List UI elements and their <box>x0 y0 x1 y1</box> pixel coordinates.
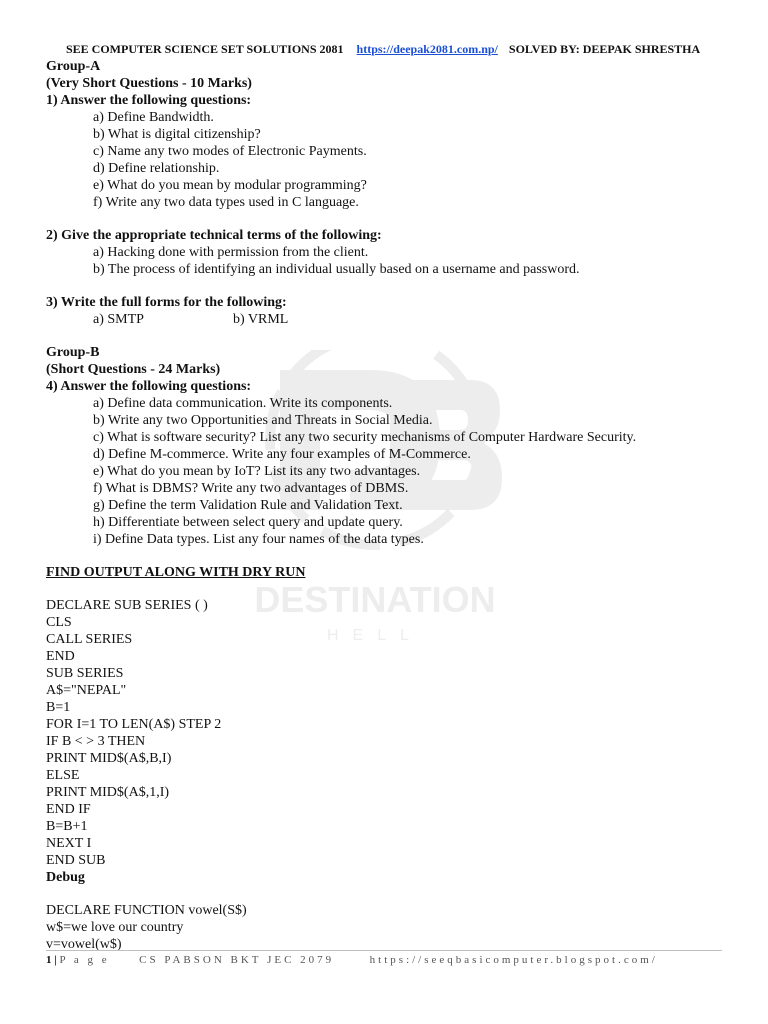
q4-heading: 4) Answer the following questions: <box>46 379 252 394</box>
code-line: IF B < > 3 THEN <box>46 734 146 749</box>
q4-item: a) Define data communication. Write its components. <box>93 396 393 411</box>
code-line: A$="NEPAL" <box>46 683 127 698</box>
code-line: FOR I=1 TO LEN(A$) STEP 2 <box>46 717 222 732</box>
group-b-subtitle: (Short Questions - 24 Marks) <box>46 362 221 377</box>
q4-item: i) Define Data types. List any four names of the data types. <box>93 532 424 547</box>
page-number: 1 <box>46 954 52 966</box>
q4-item: c) What is software security? List any two security mechanisms of Computer Hardware Security. <box>93 430 637 445</box>
page-footer: 1 | P a g e CS PABSON BKT JEC 2079 https://seeqbasicomputer.blogspot.com/ <box>46 950 722 966</box>
header-author: SOLVED BY: DEEPAK SHRESTHA <box>508 42 701 56</box>
code-line: ELSE <box>46 768 80 783</box>
q1-heading: 1) Answer the following questions: <box>46 93 252 108</box>
q4-item: d) Define M-commerce. Write any four examples of M-Commerce. <box>93 447 471 462</box>
debug-heading: Debug <box>46 870 85 885</box>
q3-item-a: a) SMTP <box>93 312 144 327</box>
q2-heading: 2) Give the appropriate technical terms of the following: <box>46 228 382 243</box>
output-section-heading: FIND OUTPUT ALONG WITH DRY RUN <box>46 565 306 580</box>
q3-heading: 3) Write the full forms for the following: <box>46 295 287 310</box>
debug-code-line: v=vowel(w$) <box>46 937 122 952</box>
q4-item: b) Write any two Opportunities and Threats in Social Media. <box>93 413 433 428</box>
group-a-title: Group-A <box>46 59 101 74</box>
header-title: SEE COMPUTER SCIENCE SET SOLUTIONS 2081 <box>66 42 344 56</box>
document-body <box>46 58 736 953</box>
code-line: CALL SERIES <box>46 632 133 647</box>
q1-item: e) What do you mean by modular programming? <box>93 178 367 193</box>
q1-item: c) Name any two modes of Electronic Payments. <box>93 144 367 159</box>
code-line: B=1 <box>46 700 71 715</box>
group-a-subtitle: (Very Short Questions - 10 Marks) <box>46 76 252 91</box>
code-line: END SUB <box>46 853 106 868</box>
page-header <box>66 42 700 57</box>
q3-items <box>46 311 736 328</box>
q1-item: b) What is digital citizenship? <box>93 127 261 142</box>
code-line: END IF <box>46 802 91 817</box>
code-line: SUB SERIES <box>46 666 124 681</box>
q4-item: e) What do you mean by IoT? List its any two advantages. <box>93 464 421 479</box>
debug-code-line: w$=we love our country <box>46 920 184 935</box>
header-link[interactable]: https://deepak2081.com.np/ <box>356 42 498 56</box>
q2-item: a) Hacking done with permission from the client. <box>93 245 369 260</box>
q4-item: h) Differentiate between select query and update query. <box>93 515 403 530</box>
q4-item: f) What is DBMS? Write any two advantages of DBMS. <box>93 481 409 496</box>
q4-item: g) Define the term Validation Rule and Validation Text. <box>93 498 403 513</box>
watermark-text: DESTINATION <box>254 579 496 620</box>
code-line: PRINT MID$(A$,1,I) <box>46 785 170 800</box>
footer-url[interactable]: https://seeqbasicomputer.blogspot.com/ <box>369 954 658 966</box>
debug-code-line: DECLARE FUNCTION vowel(S$) <box>46 903 247 918</box>
q3-item-b: b) VRML <box>233 312 289 327</box>
code-line: DECLARE SUB SERIES ( ) <box>46 598 208 613</box>
code-line: B=B+1 <box>46 819 88 834</box>
q2-item: b) The process of identifying an individual usually based on a username and password. <box>93 262 580 277</box>
q1-item: d) Define relationship. <box>93 161 220 176</box>
q1-item: a) Define Bandwidth. <box>93 110 214 125</box>
code-line: END <box>46 649 75 664</box>
watermark-subtext: HELL <box>326 627 424 644</box>
code-line: PRINT MID$(A$,B,I) <box>46 751 172 766</box>
group-b-title: Group-B <box>46 345 100 360</box>
footer-middle-text: CS PABSON BKT JEC 2079 <box>139 954 335 966</box>
page-label: P a g e <box>59 954 110 966</box>
code-line: CLS <box>46 615 72 630</box>
q1-item: f) Write any two data types used in C language. <box>93 195 359 210</box>
code-line: NEXT I <box>46 836 92 851</box>
